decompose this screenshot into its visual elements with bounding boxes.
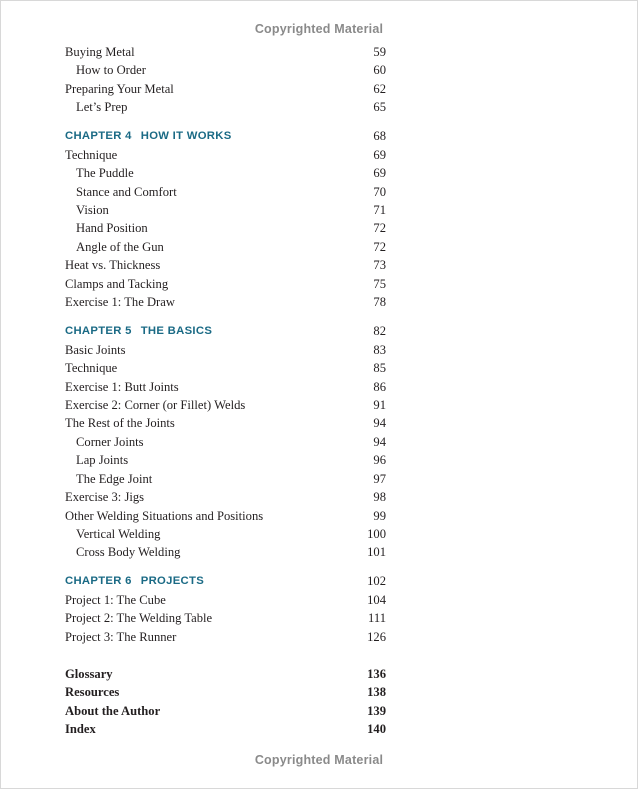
toc-entry-page: 104 bbox=[367, 593, 386, 607]
toc-entry-page: 69 bbox=[373, 148, 386, 162]
toc-entry-label: Exercise 1: The Draw bbox=[65, 295, 175, 309]
toc-entry-page: 138 bbox=[367, 685, 386, 699]
toc-entry-page: 126 bbox=[367, 630, 386, 644]
toc-entry[interactable] bbox=[65, 293, 386, 311]
toc-entry-label: Basic Joints bbox=[65, 343, 126, 357]
toc-entry[interactable] bbox=[65, 433, 386, 451]
toc-entry-page: 59 bbox=[373, 45, 386, 59]
toc-entry[interactable] bbox=[65, 414, 386, 432]
toc-entry-page: 100 bbox=[367, 527, 386, 541]
toc-entry-label: Glossary bbox=[65, 667, 113, 681]
toc-entry-label: The Edge Joint bbox=[76, 472, 153, 486]
toc-entry[interactable] bbox=[65, 164, 386, 182]
toc-entry-label: Resources bbox=[65, 685, 120, 699]
toc-entry-label: The Puddle bbox=[76, 166, 134, 180]
toc-entry-page: 111 bbox=[368, 611, 386, 625]
toc-entry[interactable] bbox=[65, 525, 386, 543]
chapter-heading[interactable] bbox=[65, 572, 386, 590]
toc-entry-page: 72 bbox=[373, 221, 386, 235]
toc-entry-page: 99 bbox=[373, 509, 386, 523]
toc-entry-label: Corner Joints bbox=[76, 435, 144, 449]
toc-entry-label: About the Author bbox=[65, 704, 161, 718]
toc-entry[interactable] bbox=[65, 451, 386, 469]
chapter-page: 82 bbox=[373, 324, 386, 338]
toc-entry[interactable] bbox=[65, 488, 386, 506]
chapter-title: HOW IT WORKS bbox=[140, 130, 232, 142]
toc-entry[interactable] bbox=[65, 219, 386, 237]
toc-entry-label: Cross Body Welding bbox=[76, 545, 181, 559]
toc-entry[interactable] bbox=[65, 201, 386, 219]
chapter-heading[interactable] bbox=[65, 322, 386, 340]
toc-entry-resources[interactable] bbox=[65, 683, 386, 701]
toc-entry-page: 70 bbox=[373, 185, 386, 199]
toc-entry-page: 60 bbox=[373, 63, 386, 77]
toc-entry-glossary[interactable] bbox=[65, 665, 386, 683]
toc-entry-label: The Rest of the Joints bbox=[65, 416, 175, 430]
toc-entry-label: Exercise 1: Butt Joints bbox=[65, 380, 179, 394]
toc-entry-page: 78 bbox=[373, 295, 386, 309]
toc-entry[interactable] bbox=[65, 359, 386, 377]
toc-entry-page: 94 bbox=[373, 435, 386, 449]
toc-entry-label: How to Order bbox=[76, 63, 146, 77]
toc-entry-label: Project 3: The Runner bbox=[65, 630, 177, 644]
toc-entry-label: Technique bbox=[65, 361, 118, 375]
toc-entry-page: 98 bbox=[373, 490, 386, 504]
toc-entry-label: Other Welding Situations and Positions bbox=[65, 509, 264, 523]
chapter-page: 102 bbox=[367, 574, 386, 588]
toc-entry-label: Clamps and Tacking bbox=[65, 277, 169, 291]
footer-copyright: Copyrighted Material bbox=[254, 753, 384, 767]
toc-entry-page: 96 bbox=[373, 453, 386, 467]
toc-entry-label: Vertical Welding bbox=[76, 527, 161, 541]
toc-entry-label: Buying Metal bbox=[65, 45, 135, 59]
toc-entry-page: 86 bbox=[373, 380, 386, 394]
toc-entry-page: 72 bbox=[373, 240, 386, 254]
toc-entry[interactable] bbox=[65, 146, 386, 164]
toc-entry[interactable] bbox=[65, 470, 386, 488]
toc-entry-page: 73 bbox=[373, 258, 386, 272]
toc-entry-page: 91 bbox=[373, 398, 386, 412]
header-copyright: Copyrighted Material bbox=[254, 22, 384, 36]
toc-entry-label: Project 1: The Cube bbox=[65, 593, 166, 607]
toc-entry-label: Heat vs. Thickness bbox=[65, 258, 161, 272]
toc-entry-page: 62 bbox=[373, 82, 386, 96]
toc-entry-page: 69 bbox=[373, 166, 386, 180]
toc-entry[interactable] bbox=[65, 61, 386, 79]
toc-entry-label: Exercise 2: Corner (or Fillet) Welds bbox=[65, 398, 246, 412]
toc-entry-label: Let’s Prep bbox=[76, 100, 128, 114]
chapter-page: 68 bbox=[373, 129, 386, 143]
toc-entry-page: 65 bbox=[373, 100, 386, 114]
toc-entry-page: 140 bbox=[367, 722, 386, 736]
toc-entry-page: 85 bbox=[373, 361, 386, 375]
toc-entry-label: Angle of the Gun bbox=[76, 240, 164, 254]
toc-entry-label: Preparing Your Metal bbox=[65, 82, 174, 96]
toc-entry[interactable] bbox=[65, 183, 386, 201]
toc-entry-page: 83 bbox=[373, 343, 386, 357]
toc-entry[interactable] bbox=[65, 98, 386, 116]
toc-entry[interactable] bbox=[65, 43, 386, 61]
toc-entry-page: 71 bbox=[373, 203, 386, 217]
toc-entry[interactable] bbox=[65, 591, 386, 609]
chapter-title: THE BASICS bbox=[140, 325, 213, 337]
toc-entry[interactable] bbox=[65, 275, 386, 293]
chapter-number: CHAPTER 6 bbox=[65, 575, 132, 587]
toc-entry-page: 139 bbox=[367, 704, 386, 718]
toc-entry[interactable] bbox=[65, 507, 386, 525]
toc-entry-index[interactable] bbox=[65, 720, 386, 738]
toc-entry-page: 75 bbox=[373, 277, 386, 291]
toc-entry-page: 101 bbox=[367, 545, 386, 559]
toc-entry-label: Stance and Comfort bbox=[76, 185, 177, 199]
toc-entry[interactable] bbox=[65, 341, 386, 359]
toc-entry[interactable] bbox=[65, 256, 386, 274]
toc-entry[interactable] bbox=[65, 609, 386, 627]
toc-entry-label: Exercise 3: Jigs bbox=[65, 490, 145, 504]
toc-entry[interactable] bbox=[65, 238, 386, 256]
toc-entry-label: Technique bbox=[65, 148, 118, 162]
toc-entry-page: 97 bbox=[373, 472, 386, 486]
toc-entry[interactable] bbox=[65, 543, 386, 561]
toc-entry-label: Hand Position bbox=[76, 221, 148, 235]
toc-entry-page: 94 bbox=[373, 416, 386, 430]
toc-entry[interactable] bbox=[65, 378, 386, 396]
chapter-title: PROJECTS bbox=[140, 575, 205, 587]
toc-entry-label: Index bbox=[65, 722, 96, 736]
toc-entry-page: 136 bbox=[367, 667, 386, 681]
toc-entry-label: Lap Joints bbox=[76, 453, 129, 467]
toc-entry[interactable] bbox=[65, 396, 386, 414]
chapter-number: CHAPTER 5 bbox=[65, 325, 132, 337]
toc-entry-about-author[interactable] bbox=[65, 702, 386, 720]
chapter-number: CHAPTER 4 bbox=[65, 130, 132, 142]
toc-entry[interactable] bbox=[65, 628, 386, 646]
chapter-heading[interactable] bbox=[65, 127, 386, 145]
toc-entry-label: Project 2: The Welding Table bbox=[65, 611, 213, 625]
toc-entry[interactable] bbox=[65, 80, 386, 98]
toc-entry-label: Vision bbox=[76, 203, 109, 217]
